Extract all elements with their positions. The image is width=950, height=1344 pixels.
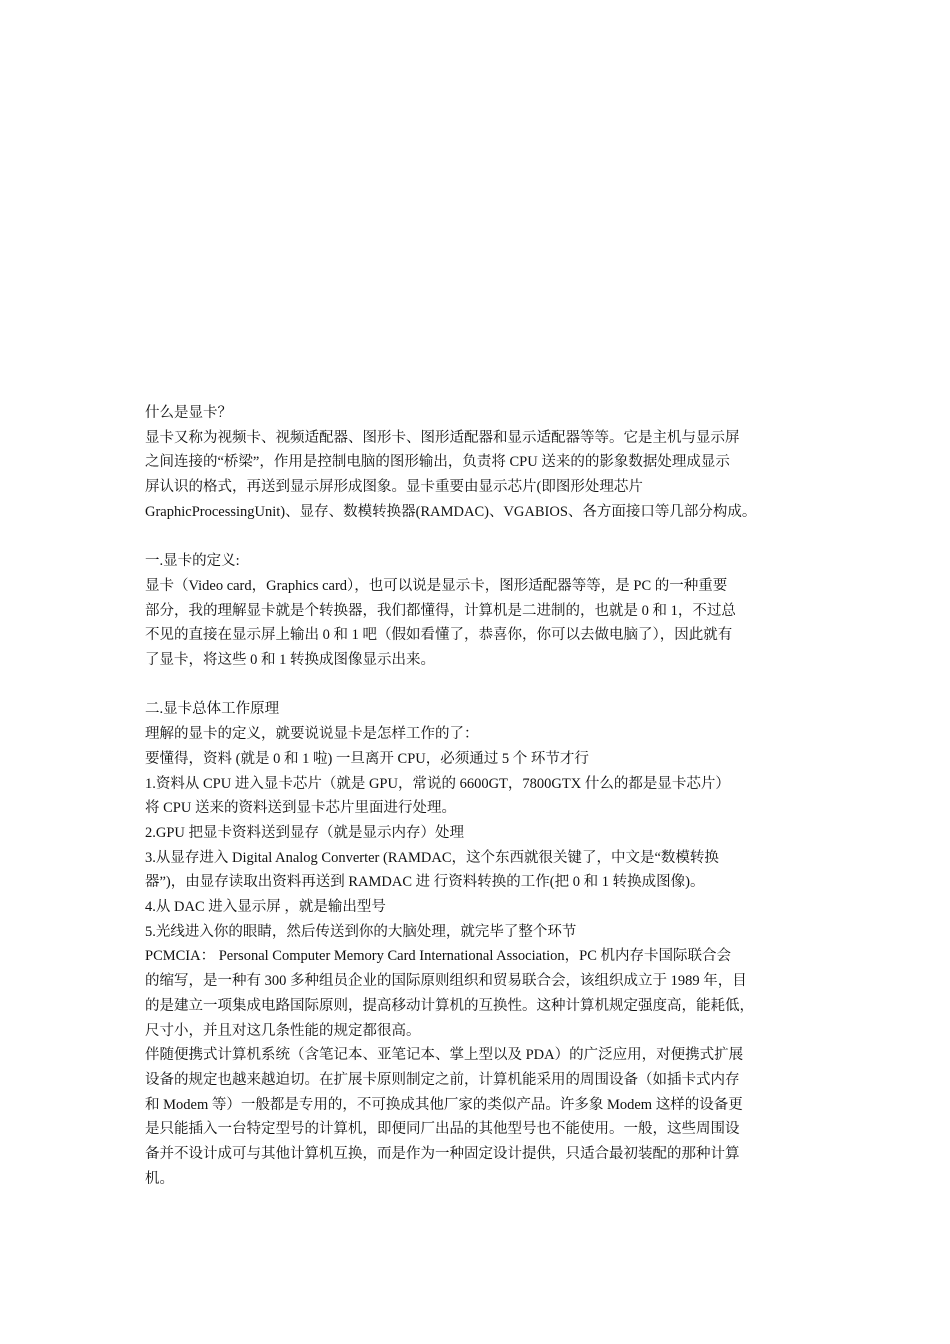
list-item-step-5: 5.光线进入你的眼睛，然后传送到你的大脑处理，就完毕了整个环节 [145, 923, 577, 940]
paragraph-line: 理解的显卡的定义，就要说说显卡是怎样工作的了： [145, 726, 479, 743]
paragraph-line: GraphicProcessingUnit)、显存、数模转换器(RAMDAC)、VGABIOS、各方面接口等几部分构成。 [145, 503, 757, 520]
paragraph-line: 机。 [145, 1170, 174, 1187]
paragraph-line: 显卡（Video card，Graphics card），也可以说是显示卡，图形适配器等等，是 PC 的一种重要 [145, 577, 728, 594]
section-heading-working-principle: 二.显卡总体工作原理 [145, 701, 280, 718]
section-heading-definition: 一.显卡的定义: [145, 553, 240, 570]
paragraph-line: 器”)，由显存读取出资料再送到 RAMDAC 进 行资料转换的工作(把 0 和 1 转换成图像)。 [145, 874, 705, 891]
paragraph-line: 设备的规定也越来越迫切。在扩展卡原则制定之前，计算机能采用的周围设备（如插卡式内存 [145, 1071, 740, 1088]
list-item-step-4: 4.从 DAC 进入显示屏 ，就是输出型号 [145, 899, 386, 916]
list-item-step-3: 3.从显存进入 Digital Analog Converter (RAMDAC，这个东西就很关键了，中文是“数模转换 [145, 849, 719, 866]
paragraph-line: 了显卡，将这些 0 和 1 转换成图像显示出来。 [145, 652, 435, 669]
paragraph-line: 是只能插入一台特定型号的计算机，即便同厂出品的其他型号也不能使用。一般，这些周围设 [145, 1121, 740, 1138]
paragraph-line: 尺寸小，并且对这几条性能的规定都很高。 [145, 1022, 421, 1039]
blank-line [145, 525, 825, 550]
list-item-step-2: 2.GPU 把显卡资料送到显存（就是显示内存）处理 [145, 824, 465, 841]
document-body [145, 401, 825, 1191]
paragraph-line: 伴随便携式计算机系统（含笔记本、亚笔记本、掌上型以及 PDA）的广泛应用，对便携式扩展 [145, 1047, 744, 1064]
paragraph-line: 的是建立一项集成电路国际原则，提高移动计算机的互换性。这种计算机规定强度高，能耗低， [145, 997, 754, 1014]
paragraph-line-pcmcia: PCMCIA： Personal Computer Memory Card International Association，PC 机内存卡国际联合会 [145, 948, 732, 965]
paragraph-line: 之间连接的“桥梁”，作用是控制电脑的图形输出，负责将 CPU 送来的的影象数据处理成显示 [145, 454, 730, 471]
paragraph-line: 部分，我的理解显卡就是个转换器，我们都懂得，计算机是二进制的，也就是 0 和 1，不过总 [145, 602, 736, 619]
paragraph-line: 的缩写，是一种有 300 多种组员企业的国际原则组织和贸易联合会，该组织成立于 1989 年，目 [145, 973, 747, 990]
paragraph-line: 屏认识的格式，再送到显示屏形成图象。显卡重要由显示芯片(即图形处理芯片 [145, 479, 643, 496]
blank-line [145, 673, 825, 698]
paragraph-line: 不见的直接在显示屏上输出 0 和 1 吧（假如看懂了，恭喜你，你可以去做电脑了），因此就有 [145, 627, 733, 644]
list-item-step-1: 1.资料从 CPU 进入显卡芯片（就是 GPU，常说的 6600GT，7800GTX 什么的都是显卡芯片） [145, 775, 730, 792]
heading-what-is-graphics-card: 什么是显卡？ [145, 405, 232, 421]
paragraph-line: 和 Modem 等）一般都是专用的，不可换成其他厂家的类似产品。许多象 Modem 这样的设备更 [145, 1096, 743, 1113]
paragraph-line: 显卡又称为视频卡、视频适配器、图形卡、图形适配器和显示适配器等等。它是主机与显示屏 [145, 429, 740, 446]
paragraph-line: 备并不设计成可与其他计算机互换，而是作为一种固定设计提供，只适合最初装配的那种计算 [145, 1146, 740, 1163]
paragraph-line: 要懂得，资料 (就是 0 和 1 啦) 一旦离开 CPU，必须通过 5 个 环节才行 [145, 750, 589, 767]
paragraph-line: 将 CPU 送来的资料送到显卡芯片里面进行处理。 [145, 800, 456, 817]
